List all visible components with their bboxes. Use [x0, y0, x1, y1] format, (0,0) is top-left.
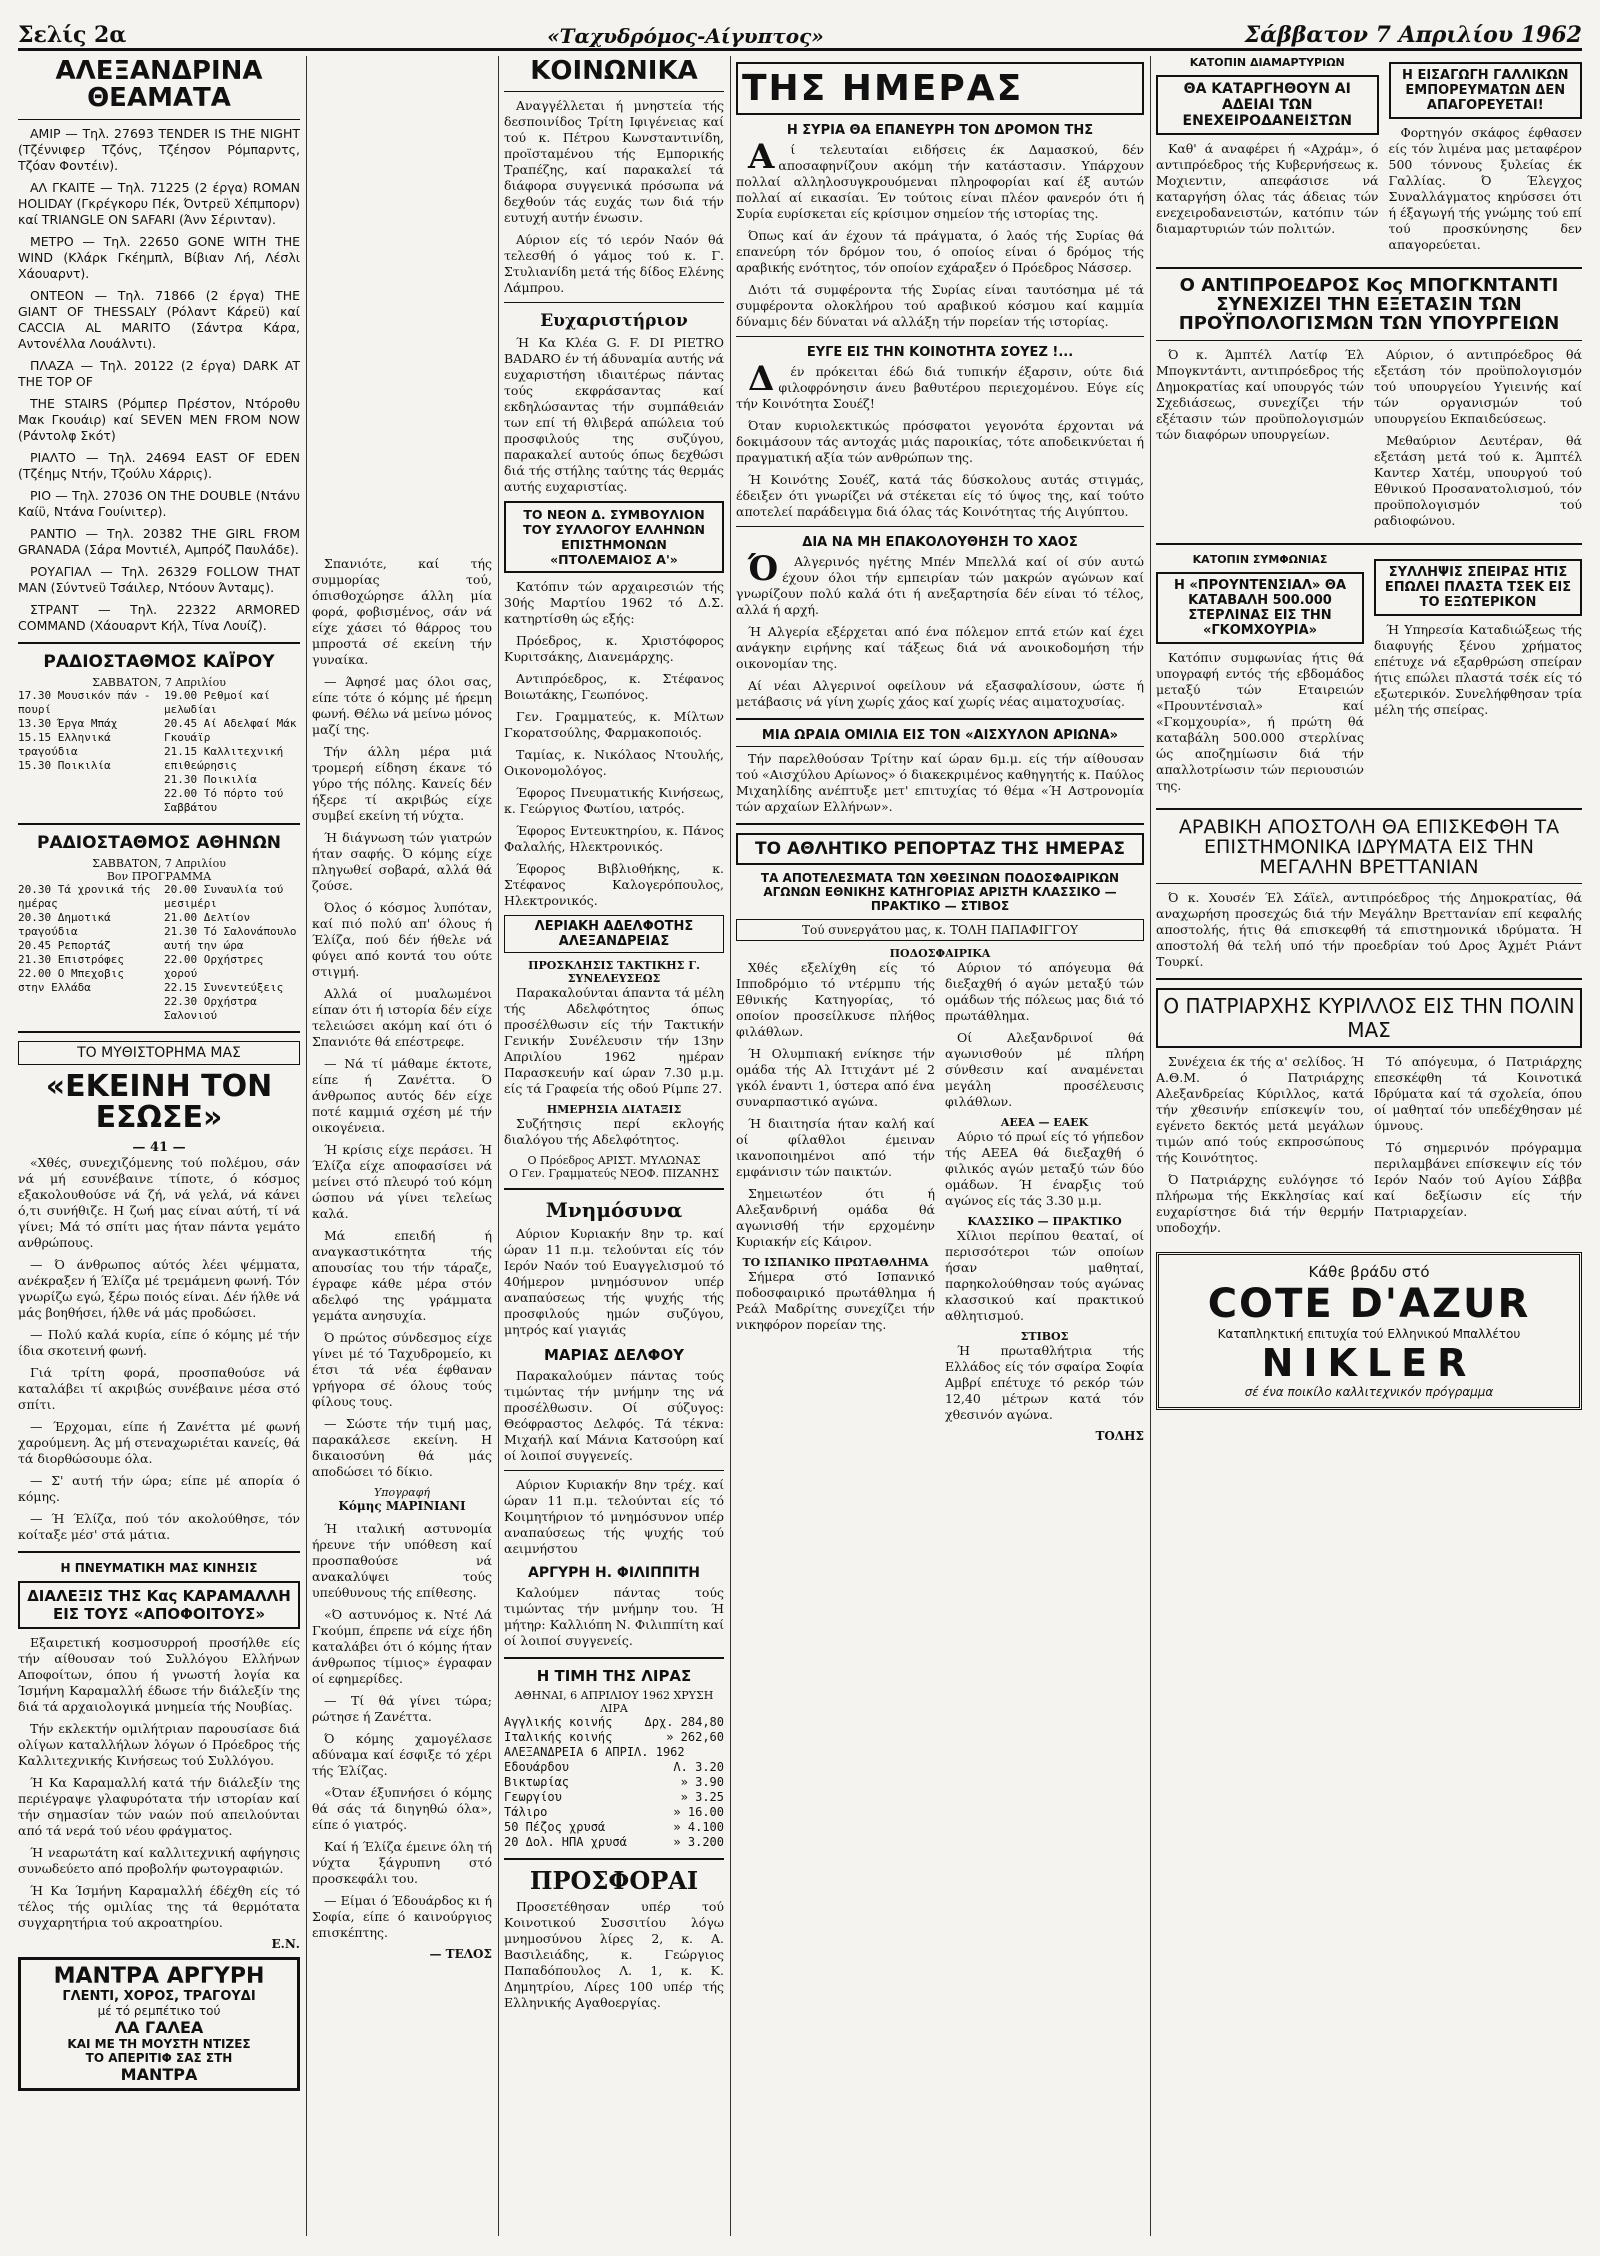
novel-paragraph: Ή ιταλική αστυνομία ήρευνε τήν υπόθεση καί προσπαθούσε νά ανακαλύψει τούς υπεύθυνους τής επίθεσης.	[312, 1521, 492, 1600]
article-paragraph: Όπως καί άν έχουν τά πράγματα, ό λαός τής Συρίας θά επανεύρη τόν δρόμον του, ό οποίος είναι ό δρόμος τής αραβικής ενότητος, τόν οποίον εχάραξεν ό Πρόεδρος Νάσσερ.	[736, 228, 1144, 275]
box2-text: Φορτηγόν σκάφος έφθασεν είς τόν λιμένα μας μεταφέρον 500 τόννους ξυλείας έκ Γαλλίας. Ό Έλεγχος Συναλλάγματος κηρύσσει ότι ή έξαγωγή τής γνώμης τού επί τού προσκύνησης δεν απαγορεύεται.	[1388, 125, 1582, 252]
novel-paragraph: Όλος ό κόσμος λυπόταν, καί πιό πολύ απ' όλους ή Έλίζα, πού δέν ήθελε νά φύγει από κοντά του ούτε στιγμή.	[312, 900, 492, 979]
sports-paragraph: Οί Αλεξανδρινοί θά αγωνισθούν μέ πλήρη σύνθεσιν καί αναμένεται μεγάλη προσέλευσις φιλάθλων.	[945, 1030, 1144, 1109]
column-3	[504, 56, 724, 2246]
price-row: Γεωργίου » 3.25	[504, 1790, 724, 1805]
schedule-item: 21.30 Ποικιλία	[164, 772, 257, 786]
novel-sign: Κόμης ΜΑΡΙΝΙΑΝΙ	[338, 1499, 466, 1513]
novel-paragraph: Τήν άλλη μέρα μιά τρομερή είδηση έκανε τό γύρο τής πόλης. Κανείς δέν ήξερε τί ακριβώς είχε συμβεί εκείνη τή νύχτα.	[312, 744, 492, 823]
lecture-kicker: Η ΠΝΕΥΜΑΤΙΚΗ ΜΑΣ ΚΙΝΗΣΙΣ	[60, 1560, 258, 1575]
article-paragraph: Αί τελευταίαι ειδήσεις έκ Δαμασκού, δέν αποσαφηνίζουν ακόμη τήν κατάστασιν. Υπάρχουν πολλαί αλληλοσυγκρουόμεναι πληροφορίαι καί έξ αυτών πολλαί αί εικασίαι. Έν τούτοις είναι πλέον φανερόν ότι ή Συρία ευρίσκεται είς κρίσιμον σημείον τής ιστορίας της.	[736, 137, 1144, 221]
agenda-text: Συζήτησις περί εκλογής διαλόγου τής Αδελφότητος.	[504, 1116, 724, 1148]
novel-paragraph: Καί ή Έλίζα έμεινε όλη τή νύχτα ξάγρυπνη στό προσκεφάλι του.	[312, 1839, 492, 1886]
council-item: Κατόπιν τών αρχαιρεσιών τής 30ής Μαρτίου 1962 τό Δ.Σ. κατηρτίσθη ώς εξής:	[504, 579, 724, 627]
novel-title: «ΕΚΕΙΝΗ ΤΟΝ ΕΣΩΣΕ»	[45, 1068, 273, 1136]
sports-signature: ΤΟΛΗΣ	[1095, 1429, 1144, 1443]
column-2-top-spacer	[312, 56, 492, 556]
vp-text: Μεθαύριον Δευτέραν, θά εξετάση μετά τού κ. Άμπτέλ Καντερ Χατέμ, υπουργού τού Εθνικού Προσανατολισμού, τόν προϋπολογισμόν τού ραδιοφώνου.	[1374, 432, 1582, 528]
ad-line: NIKLER	[1261, 1341, 1477, 1386]
ad-line: μέ τό ρεμπέτικο τού	[97, 2003, 221, 2018]
novel-paragraph: Ή διάγνωση τών γιατρών ήταν σαφής. Ό κόμης είχε πληγωθεί σοβαρά, αλλά θά ζούσε.	[312, 830, 492, 893]
novel-paragraph: — Σώστε τήν τιμή μας, παρακάλεσε εκείνη. Η δικαιοσύνη θά μάς αποδώσει τό δίκιο.	[312, 1416, 492, 1479]
novel-paragraph: Γιά τρίτη φορά, προσπαθούσε νά καταλάβει τί ακριβώς συνέβαινε μέσα στό σπίτι.	[18, 1364, 300, 1412]
novel-paragraph: — Τί θά γίνει τώρα; ρώτησε ή Ζανέττα.	[312, 1693, 492, 1724]
box2-title: Η ΕΙΣΑΓΩΓΗ ΓΑΛΛΙΚΩΝ ΕΜΠΟΡΕΥΜΑΤΩΝ ΔΕΝ ΑΠΑΓΟΡΕΥΕΤΑΙ!	[1389, 62, 1582, 119]
schedule-item: 21.00 Δελτίον	[164, 910, 251, 924]
council-item: Έφορος Εντευκτηρίου, κ. Πάνος Φαλαλής, Ηλεκτρονικός.	[504, 823, 724, 855]
sports-columns	[736, 960, 1144, 1447]
column-rule	[306, 56, 307, 2236]
ad-line: COTE D'AZUR	[1207, 1281, 1531, 1328]
novel-paragraph: — Άφησέ μας όλοι σας, είπε τότε ό κόμης μέ ήρεμη φωνή. Θέλω νά μείνω μόνος μαζί της.	[312, 674, 492, 737]
lecture2-text: Τήν παρελθούσαν Τρίτην καί ώραν 6μ.μ. είς τήν αίθουσαν τού «Αισχύλου Αρίωνος» ό διακεκριμένος καθηγητής κ. Παύλος Μιχαηλίδης ανέπτυξε μετ' επιτυχίας τό θέμα «Ή Αστρονομία τών αρχαίων Ελλήνων».	[736, 751, 1144, 814]
social-item: Αύριον είς τό ιερόν Ναόν θά τελεσθή ό γάμος τού κ. Γ. Στυλιανίδη μετά τής δίδος Ελένης Λάμπρου.	[504, 232, 724, 296]
schedule-item: 22.15 Συνεντεύξεις	[164, 980, 284, 994]
thanks-title: Ευχαριστήριον	[540, 311, 688, 332]
vp-title: Ο ΑΝΤΙΠΡΟΕΔΡΟΣ Κος ΜΠΟΓΚΝΤΑΝΤΙ ΣΥΝΕΧΙΖΕΙ ΤΗΝ ΕΞΕΤΑΣΙΝ ΤΩΝ ΠΡΟΫΠΟΛΟΓΙΣΜΩΝ ΤΩΝ ΥΠΟΥΡΓΕΙΩΝ	[1178, 275, 1560, 334]
patriarch-text: Συνέχεια έκ τής α' σελίδος. Ή Α.Θ.Μ. ό Πατριάρχης Αλεξανδρείας Κύριλλος, κατά τήν χθεσινήν επίσκεψίν του, εγένετο δεκτός μετά μεγάλων τιμών από τούς εκπροσώπους τής Κοινότητος.	[1156, 1054, 1364, 1166]
vp-text: Ό κ. Άμπτέλ Λατίφ Έλ Μπογκντάντι, αντιπρόεδρος τής Δημοκρατίας καί υπουργός τών Σχεδιάσεως, συνεχίζει τήν εξέτασιν τών προϋπολογισμών τών διαφόρων υπουργείων.	[1156, 346, 1364, 442]
article-paragraph: Διότι τά συμφέροντα τής Συρίας είναι ταυτόσημα μέ τά συμφέροντα ολοκλήρου τού αραβικού κόσμου καί καμμία δύναμις δέν δύναται νά αλλάξη τήν πορείαν τής ιστορίας.	[736, 282, 1144, 329]
offers-title: ΠΡΟΣΦΟΡΑΙ	[529, 1866, 699, 1896]
lecture-signature: Ε.Ν.	[271, 1936, 300, 1951]
schedule-item: 21.30 Τό Σαλονάπουλο αυτή την ώρα	[164, 924, 297, 952]
radio-athens-day: ΣΑΒΒΑΤΟΝ, 7 Απριλίου	[92, 856, 226, 870]
council-title: ΤΟ ΝΕΟΝ Δ. ΣΥΜΒΟΥΛΙΟΝ ΤΟΥ ΣΥΛΛΟΓΟΥ ΕΛΛΗΝΩΝ ΕΠΙΣΤΗΜΟΝΩΝ «ΠΤΟΛΕΜΑΙΟΣ Α'»	[504, 501, 724, 573]
sports-paragraph: Ή διαιτησία ήταν καλή καί οί φίλαθλοι έμειναν ικανοποιημένοι από τήν εμφάνισιν τών παικτών.	[736, 1116, 935, 1179]
memorial-text: Παρακαλούμεν πάντας τούς τιμώντας τήν μνήμην της νά προσέλθωσιν. Οί σύζυγος: Θεόφραστος Δελφός. Τά τέκνα: Μιχαήλ καί Μάνια Κατσούρη καί οί λοιποί συγγενείς.	[504, 1368, 724, 1464]
radio-athens-sub: Βον ΠΡΟΓΡΑΜΜΑ	[106, 869, 212, 883]
arab-text: Ό κ. Χουσέν Έλ Σάϊελ, αντιπρόεδρος τής Δημοκρατίας, θά αναχωρήση προσεχώς διά τήν Μεγάλην Βρεττανίαν επί κεφαλής αποστολής, ήτις θά επισκεφθή τά επιστημονικά ιδρύματα. Ή αποστολή θά τελή υπό τήν προεδρίαν τού Δρος Άχμέτ Ριάντ Τουρκί.	[1156, 890, 1582, 970]
sports-sub: ΤΑ ΑΠΟΤΕΛΕΣΜΑΤΑ ΤΩΝ ΧΘΕΣΙΝΩΝ ΠΟΔΟΣΦΑΙΡΙΚΩΝ ΑΓΩΝΩΝ ΕΘΝΙΚΗΣ ΚΑΤΗΓΟΡΙΑΣ ΑΡΙΣΤΗ ΚΛΑΣΣΙΚΟ — ΠΡΑΚΤΙΚΟ — ΣΤΙΒΟΣ	[760, 871, 1120, 913]
council-item: Έφορος Πνευματικής Κινήσεως, κ. Γεώργιος Φωτίου, ιατρός.	[504, 785, 724, 817]
novel-paragraph: «Χθές, συνεχιζόμενης τού πολέμου, σάν νά μή εσυνέβαινε τίποτε, ό κόσμος εξακολουθούσε νά ζή, νά γελά, νά κάνει ό,τι συνήθιζε. Η ζωή μας είναι αύτή, τί νά γίνει; Μά τό σπίτι μας ήταν πάντα γεμάτο ανθρώπους.	[18, 1154, 300, 1250]
classic-title: ΚΛΑΣΣΙΚΟ — ΠΡΑΚΤΙΚΟ	[967, 1215, 1122, 1228]
pound-prices	[504, 1715, 724, 1850]
masthead	[18, 8, 1582, 51]
memorial-name: ΜΑΡΙΑΣ ΔΕΛΦΟΥ	[543, 1346, 685, 1365]
novel-paragraph: — Σ' αυτή τήν ώρα; είπε μέ απορία ό κόμης.	[18, 1472, 300, 1504]
stivos-text: Ή πρωταθλήτρια τής Ελλάδος είς τόν σφαίρα Σοφία Αμβρί επέτυχε τό ρεκόρ τών 12,40 μέτρων κατά τόν χθεσινόν αγώνα.	[945, 1343, 1144, 1422]
price-row: ΑΛΕΞΑΝΔΡΕΙΑ 6 ΑΠΡΙΛ. 1962	[504, 1745, 685, 1760]
memorial-name: ΑΡΓΥΡΗ Η. ΦΙΛΙΠΠΙΤΗ	[528, 1565, 700, 1582]
sports-paragraph: Αύριον τό απόγευμα θά διεξαχθή ό αγών μεταξύ τών ομάδων τής πόλεως μας διά τό πρωτάθλημα.	[945, 960, 1144, 1023]
cinema-item: THE STAIRS (Ρόμπερ Πρέστον, Ντόροθυ Μακ Γκουάιρ) καί SEVEN MEN FROM NOW (Ράντολφ Σκότ)	[18, 395, 300, 443]
novel-sign-label: Υπογραφή	[374, 1486, 430, 1499]
cinema-item: ΡΙΟ — Τηλ. 27036 ON THE DOUBLE (Ντάνυ Καίϋ, Ντάνα Γουίνιτερ).	[18, 487, 300, 519]
article-paragraph: Ή Αλγερία εξέρχεται από ένα πόλεμον επτά ετών καί έχει ανάγκην ειρήνης καί τάξεως διά νά ανοικοδομήση τήν οικονομίαν της.	[736, 624, 1144, 671]
radio-cairo-day: ΣΑΒΒΑΤΟΝ, 7 Απριλίου	[92, 675, 226, 689]
offers-text: Προσετέθησαν υπέρ τού Κοινοτικού Συσσιτίου λόγω μνημοσύνου λίρες 2, κ. Α. Βασιλειάδης, κ. Γεώργιος Παπαδόπουλος Λ. 1, κ. Κ. Δημητρίου, Λίρες 100 υπέρ τής Ελληνικής Αγαθοεργίας.	[504, 1899, 724, 2011]
novel-paragraph: Ό πρώτος σύνδεσμος είχε γίνει μέ τό Ταχυδρομείο, κι έτσι τά νέα έφθαναν γρήγορα σέ όλους τούς φίλους τους.	[312, 1330, 492, 1409]
vp-columns	[1156, 347, 1582, 535]
schedule-item: 22.00 Ο Μπεχοβις στην Ελλάδα	[18, 966, 124, 994]
patriarch-text: Τό σημερινόν πρόγραμμα περιλαμβάνει επίσκεψιν είς τόν Ιερόν Ναόν τού Αγίου Σάββα καί δεξίωσιν είς τήν Πατριαρχείαν.	[1374, 1140, 1582, 1220]
patriarch-text: Ό Πατριάρχης ευλόγησε τό πλήρωμα τής Εκκλησίας καί ευχαρίστησε διά τήν θερμήν υποδοχήν.	[1156, 1172, 1364, 1236]
cinema-item: ΡΙΑΛΤΟ — Τηλ. 24694 EAST OF EDEN (Τζέημς Ντήν, Τζούλυ Χάρρις).	[18, 449, 300, 481]
column-1	[18, 56, 300, 2246]
sisterhood-text: Παρακαλούνται άπαντα τά μέλη τής Αδελφότητος όπως προσέλθωσιν είς τήν Τακτικήν Γενικήν Συνέλευσιν τήν 13ην Απριλίου 1962 ημέραν Παρασκευήν καί ώραν 7.30 μ.μ. είς τά Γραφεία τής οδού Ρίμπε 27.	[504, 985, 724, 1097]
schedule-item: 22.00 Τό πόρτο τού Σαββάτου	[164, 786, 284, 814]
lecture-paragraph: Ή νεαρωτάτη καί καλλιτεχνική αφήγησις συνωδεύετο από προβολήν φωτογραφιών.	[18, 1844, 300, 1876]
article-title: Η ΣΥΡΙΑ ΘΑ ΕΠΑΝΕΥΡΗ ΤΟΝ ΔΡΟΜΟΝ ΤΗΣ	[786, 123, 1094, 138]
council-item: Γεν. Γραμματεύς, κ. Μίλτων Γκορατσούλης, Φαρμακοποιός.	[504, 709, 724, 741]
box1-text: Καθ' ά αναφέρει ή «Αχράμ», ό αντιπρόεδρος τής Κυβερνήσεως κ. Μοχιεντιν, απεφάσισε νά καταργήση όλας τάς άδειας τών ενεχειροδανειστών, κατόπιν τών διαμαρτυριών τών πολιτών.	[1156, 141, 1379, 236]
schedule-item: 22.30 Ορχήστρα Σαλονιού	[164, 994, 257, 1022]
cinema-item: ΡΑΝΤΙΟ — Τηλ. 20382 THE GIRL FROM GRANADA (Σάρα Μοντιέλ, Αμπρόζ Παυλάδε).	[18, 525, 300, 557]
agree-title: Η «ΠΡΟΥΝΤΕΝΣΙΑΛ» ΘΑ ΚΑΤΑΒΑΛΗ 500.000 ΣΤΕΡΛΙΝΑΣ ΕΙΣ ΤΗΝ «ΓΚΟΜΧΟΥΡΙΑ»	[1156, 572, 1364, 644]
sisterhood-title: ΛΕΡΙΑΚΗ ΑΔΕΛΦΟΤΗΣ ΑΛΕΞΑΝΔΡΕΙΑΣ	[504, 915, 724, 953]
aeel-text: Αύριο τό πρωί είς τό γήπεδον τής ΑΕΕΑ θά διεξαχθή ό φιλικός αγών μεταξύ τών δύο ομάδων. Ή έναρξις τού αγώνος είς τάς 3.30 μ.μ.	[945, 1129, 1144, 1208]
spain-text: Σήμερα στό Ισπανικό ποδοσφαιρικό πρωτάθλημα ή Ρεάλ Μαδρίτης συνεχίζει τήν νικηφόρον πορείαν της.	[736, 1269, 935, 1332]
article-paragraph: Αί νέαι Αλγερινοί οφείλουν νά εξασφαλίσουν, ώστε ή μετάβασις νά γίνη χωρίς χάος καί χωρίς νέας αιματοχυσίας.	[736, 678, 1144, 709]
arrest-text: Ή Υπηρεσία Καταδιώξεως τής διαφυγής ξένου χρήματος επέτυχε νά εξαρθρώση σπείραν ήτις επώλει πλαστά τσέκ είς τό εξωτερικόν. Συνελήφθησαν τρία μέλη τής σπείρας.	[1374, 621, 1582, 717]
novel-end: — ΤΕΛΟΣ	[429, 1947, 492, 1961]
schedule-item: 17.30 Μουσικόν πάν - πουρί	[18, 688, 151, 716]
top-boxes	[1156, 56, 1582, 259]
schedule-item: 15.15 Ελληνικά τραγούδια	[18, 730, 111, 758]
radio-cairo-title: ΡΑΔΙΟΣΤΑΘΜΟΣ ΚΑΪΡΟΥ	[43, 651, 275, 672]
sports-title: ΤΟ ΑΘΛΗΤΙΚΟ ΡΕΠΟΡΤΑΖ ΤΗΣ ΗΜΕΡΑΣ	[736, 833, 1144, 865]
cote-dazur-ad	[1156, 1252, 1582, 1410]
novel-paragraph: Σπανιότε, καί τής συμμορίας τού, όπισθοχώρησε άλλη μία φορά, φοβισμένος, σάν νά είχε χάσει τό θάρρος του μπροστά σέ εκείνη τήν γυναίκα.	[312, 556, 492, 667]
article-paragraph: ΌΑλγερινός ηγέτης Μπέν Μπελλά καί οί σύν αυτώ έχουν όλοι τήν εμπειρίαν τών μακρών αγώνων καί γνωρίζουν πολύ καλά ότι ή ανεξαρτησία δέν είναι τό τέλος, αλλά ή αρχή.	[736, 549, 1144, 617]
schedule-item: 21.30 Επιστρόφες	[18, 952, 124, 966]
social-title: ΚΟΙΝΩΝΙΚΑ	[530, 56, 698, 86]
radio-athens-schedule	[18, 883, 300, 1023]
aeel-title: ΑΕΕΑ — ΕΑΕΚ	[1000, 1116, 1089, 1129]
lecture-paragraph: Εξαιρετική κοσμοσυρροή προσήλθε είς τήν αίθουσαν τού Συλλόγου Ελλήνων Αποφοίτων, όπου ή γνωστή λογία κα Ίσμήνη Καραμαλλή έδωσε τήν διάλεξίν της διά τά αρχαιολογικά μνημεία τής Νουβίας.	[18, 1634, 300, 1714]
sports-paragraph: Ή Ολυμπιακή ενίκησε τήν ομάδα τής Αλ Ιττιχάντ μέ 2 γκόλ έναντι 1, ύστερα από ένα συναρπαστικό αγώνα.	[736, 1046, 935, 1109]
schedule-item: 22.00 Ορχήστρες χορού	[164, 952, 264, 980]
memorial-text: Καλούμεν πάντας τούς τιμώντας τήν μνήμην του. Ή μήτηρ: Καλλιόπη Ν. Φιλιππίτη καί οί λοιποί συγγενείς.	[504, 1585, 724, 1649]
memorial-text: Αύριον Κυριακήν 8ην τρέχ. καί ώραν 11 π.μ. τελούνται είς τό Κοιμητήριον τό μνημόσυνον υπέρ αναπαύσεως τής ψυχής τού αειμνήστου	[504, 1477, 724, 1557]
ad-line: ΤΟ ΑΠΕΡΙΤΙΦ ΣΑΣ ΣΤΗ	[85, 2050, 233, 2065]
lecture-paragraph: Ή Κα Ίσμήνη Καραμαλλή έδέχθη είς τό τέλος τής ομιλίας της τά θερμότατα συγχαρητήρια τού ακροατηρίου.	[18, 1882, 300, 1930]
novel-paragraph: Ό κόμης χαμογέλασε αδύναμα καί έσφιξε τό χέρι τής Έλίζας.	[312, 1731, 492, 1778]
thanks-text: Ή Κα Κλέα G. F. DI PIETRO BADARO έν τή άδυναμία αυτής νά ευχαριστήση ιδιαιτέρως πάντας τούς εκφράσαντας καί εκδηλώσαντας τήν συμπάθειάν των επί τή θλιβερά απώλεια τού προσφιλούς της συζύγου, παρακαλεί αυτούς όπως δεχθώσι διά τής στήλης ταύτης τάς θερμάς αυτής ευχαριστίας.	[504, 335, 724, 495]
article-paragraph: Όταν κυριολεκτικώς πρόσφατοι γεγονότα έρχονται νά δοκιμάσουν τάς αντοχάς μιάς παροικίας, τότε αποδεικνύεται ή πραγματική αξία τών ανθρώπων της.	[736, 418, 1144, 465]
patriarch-text: Τό απόγευμα, ό Πατριάρχης επεσκέφθη τά Κοινοτικά Ιδρύματα καί τά σχολεία, όπου οί μαθηταί τόν υπεδέχθησαν μέ ύμνους.	[1374, 1054, 1582, 1134]
social-item: Αναγγέλλεται ή μνηστεία τής δεσποινίδος Τρίτη Ιφιγένειας καί τού κ. Πέτρου Κωνσταντινίδη, προϊσταμένου τής Εμπορικής Τραπέζης, καί παρακαλεί τά διάφορα συγγενικά πρόσωπα νά δεχθούν τάς ευχάς των διά τήν ευτυχή αυτήν ένωσιν.	[504, 98, 724, 226]
lecture2-title: ΜΙΑ ΩΡΑΙΑ ΟΜΙΛΙΑ ΕΙΣ ΤΟΝ «ΑΙΣΧΥΛΟΝ ΑΡΙΩΝΑ»	[736, 728, 1144, 747]
cinema-item: ΣΤΡΑΝΤ — Τηλ. 22322 ARMORED COMMAND (Χάουαρντ Κήλ, Τίνα Λουίζ).	[18, 601, 300, 633]
price-row: 50 Πέζος χρυσά » 4.100	[504, 1820, 724, 1835]
lecture-paragraph: Ή Κα Καραμαλλή κατά τήν διάλεξίν της περιέγραψε γλαφυρότατα τήν ιστορίαν καί τήν σημασίαν τών ναών πού απειλούνται από τά νερά τού νέου φράγματος.	[18, 1774, 300, 1838]
column-rule	[498, 56, 499, 2236]
stivos-title: ΣΤΙΒΟΣ	[1020, 1330, 1069, 1343]
schedule-item: 20.30 Τά χρονικά τής ημέρας	[18, 882, 151, 910]
classic-text: Χίλιοι περίπου θεαταί, οί περισσότεροι τών οποίων ήσαν μαθηταί, παρηκολούθησαν τούς αγώνας κλασσικού καί πρακτικού αθλητισμού.	[945, 1228, 1144, 1323]
novel-paragraph: — Ό άνθρωπος αύτός λέει ψέμματα, ανέκραξεν ή Έλίζα μέ τρεμάμενη φωνή. Τόν γνωρίζω εγώ, ξέρω ποιός είναι. Δέν ήλθε νά μάς βοηθήσει, ήλθε νά μάς προδώσει.	[18, 1256, 300, 1320]
sisterhood-sub: ΠΡΟΣΚΛΗΣΙΣ ΤΑΚΤΙΚΗΣ Γ. ΣΥΝΕΛΕΥΣΕΩΣ	[528, 959, 700, 986]
novel-paragraph: Αλλά οί μυαλωμένοι είπαν ότι ή ιστορία δέν είχε τελειώσει ακόμη καί ότι ό Σπανιότε θά επέστρεφε.	[312, 986, 492, 1049]
agenda-sign: Ο Γεν. Γραμματεύς ΝΕΟΦ. ΠΙΖΑΝΗΣ	[508, 1167, 720, 1181]
price-row: Εδουάρδου Λ. 3.20	[504, 1760, 724, 1775]
radio-athens-title: ΡΑΔΙΟΣΤΑΘΜΟΣ ΑΘΗΝΩΝ	[36, 832, 281, 853]
radio-cairo-schedule	[18, 689, 300, 815]
schedule-item: 20.45 Ρεπορτάζ	[18, 938, 111, 952]
arrest-title: ΣΥΛΛΗΨΙΣ ΣΠΕΙΡΑΣ ΗΤΙΣ ΕΠΩΛΕΙ ΠΛΑΣΤΑ ΤΣΕΚ ΕΙΣ ΤΟ ΕΞΩΤΕΡΙΚΟΝ	[1374, 559, 1582, 616]
cinema-item: ΡΟΥΑΓΙΑΛ — Τηλ. 26329 FOLLOW THAT MAN (Σύντνεϋ Τσάιλερ, Ντόουν Άνταμς).	[18, 563, 300, 595]
pound-title: Η ΤΙΜΗ ΤΗΣ ΛΙΡΑΣ	[536, 1667, 692, 1686]
issue-date: Σάββατον 7 Απριλίου 1962	[1244, 22, 1582, 48]
novel-paragraph: — Πολύ καλά κυρία, είπε ό κόμης μέ τήν ίδια σκοτεινή φωνή.	[18, 1326, 300, 1358]
ad-line: σέ ένα ποικίλο καλλιτεχνικόν πρόγραμμα	[1244, 1385, 1494, 1400]
cinemas-title: ΑΛΕΞΑΝΔΡΙΝΑ ΘΕΑΜΑΤΑ	[55, 56, 263, 114]
novel-paragraph: Μά επειδή ή αναγκαστικότητα τής απουσίας του τήν τάραζε, έγραφε κάθε μέρα στόν αδελφό της γράμματα γεμάτα ανησυχία.	[312, 1228, 492, 1323]
sports-paragraph: Σημειωτέον ότι ή Αλεξανδρινή ομάδα θά αγωνισθή τήν ερχομένην Κυριακήν είς Κάιρον.	[736, 1186, 935, 1249]
ad-line: ΜΑΝΤΡΑ	[120, 2064, 198, 2084]
column-2	[312, 56, 492, 2246]
price-row: 20 Δολ. ΗΠΑ χρυσά » 3.200	[504, 1835, 724, 1850]
novel-paragraph: «Ό αστυνόμος κ. Ντέ Λά Γκούμπ, έπρεπε νά είχε ήδη καταλάβει ότι ό κόμης ήταν άνθρωπος τίμιος» έγραφαν οί εφημερίδες.	[312, 1607, 492, 1686]
schedule-item: 15.30 Ποικιλία	[18, 758, 111, 772]
novel-paragraph: Ή κρίσις είχε περάσει. Ή Έλίζα είχε αποφασίσει νά μείνει στό πλευρό τού κόμη ώσπου νά γίνει τελείως καλά.	[312, 1142, 492, 1221]
ad-line: Κάθε βράδυ στό	[1308, 1263, 1430, 1282]
memorial-title: Μνημόσυνα	[545, 1198, 683, 1223]
cinema-item: ΠΛΑΖΑ — Τηλ. 20122 (2 έργα) DARK AT THE TOP OF	[18, 357, 300, 389]
column-rule	[730, 56, 731, 2236]
price-row: Τάλιρο » 16.00	[504, 1805, 724, 1820]
cinema-list	[18, 126, 300, 634]
cinema-item: ΑΛ ΓΚΑΙΤΕ — Τηλ. 71225 (2 έργα) ROMAN HOLIDAY (Γκρέγκορυ Πέκ, Όντρεϋ Χέπμπορν) καί TRIANGLE ON SAFARI (Άνν Σέρινταν).	[18, 179, 300, 227]
price-row: Ιταλικής κοινής » 262,60	[504, 1730, 724, 1745]
schedule-item: 20.30 Δημοτικά τραγούδια	[18, 910, 111, 938]
schedule-item: 19.00 Ρεθμοί καί μελωδίαι	[164, 688, 270, 716]
schedule-item: 20.45 Αί Αδελφαί Μάκ Γκουάϊρ	[164, 716, 297, 744]
ad-line: Καταπληκτική επιτυχία τού Ελληνικού Μπαλλέτου	[1217, 1327, 1521, 1342]
cinema-item: ΜΕΤΡΟ — Τηλ. 22650 GONE WITH THE WIND (Κλάρκ Γκέημπλ, Βίβιαν Λή, Λέσλι Χάουαρντ).	[18, 233, 300, 281]
schedule-item: 20.00 Συναυλία τού μεσιμέρι	[164, 882, 284, 910]
lecture-paragraph: Τήν εκλεκτήν ομιλήτριαν παρουσίασε διά ολίγων καταλλήλων λόγων ό Πρόεδρος τής Καλλιτεχνικής Κινήσεως τού Συλλόγου.	[18, 1720, 300, 1768]
novel-paragraph: «Όταν έξυπνήσει ό κόμης θά σάς τά διηγηθώ όλα», είπε ό γιατρός.	[312, 1785, 492, 1832]
spain-title: ΤΟ ΙΣΠΑΝΙΚΟ ΠΡΩΤΑΘΛΗΜΑ	[742, 1256, 929, 1269]
novel-label: ΤΟ ΜΥΘΙΣΤΟΡΗΜΑ ΜΑΣ	[18, 1041, 300, 1065]
council-item: Αντιπρόεδρος, κ. Στέφανος Βοιωτάκης, Γεωπόνος.	[504, 671, 724, 703]
agree-label: ΚΑΤΟΠΙΝ ΣΥΜΦΩΝΙΑΣ	[1192, 552, 1328, 566]
patriarch-columns	[1156, 1054, 1582, 1242]
mantra-ad	[18, 1957, 300, 2091]
article-paragraph: Ή Κοινότης Σουέζ, κατά τάς δύσκολους αυτάς στιγμάς, έδειξεν ότι γνωρίζει νά στέκεται είς τό ύψος της, καί τούτο αποτελεί παράδειγμα διά όλας τάς Κοινότητας τής Αιγύπτου.	[736, 472, 1144, 519]
agenda-title: ΗΜΕΡΗΣΙΑ ΔΙΑΤΑΞΙΣ	[546, 1103, 682, 1117]
novel-paragraph: — Είμαι ό Έδουάρδος κι ή Σοφία, είπε ό καινούργιος επισκέπτης.	[312, 1893, 492, 1940]
box1-label: ΚΑΤΟΠΙΝ ΔΙΑΜΑΡΤΥΡΙΩΝ	[1189, 56, 1345, 69]
column-5	[1156, 56, 1582, 2246]
article-title: ΔΙΑ ΝΑ ΜΗ ΕΠΑΚΟΛΟΥΘΗΣΗ ΤΟ ΧΑΟΣ	[802, 535, 1078, 550]
council-item: Έφορος Βιβλιοθήκης, κ. Στέφανος Καλογερόπουλος, Ηλεκτρονικός.	[504, 861, 724, 909]
agenda-sign: Ο Πρόεδρος ΑΡΙΣΤ. ΜΥΛΩΝΑΣ	[527, 1154, 701, 1168]
ad-line: ΚΑΙ ΜΕ ΤΗ ΜΟΥΣΤΗ ΝΤΙΖΕΣ	[67, 2036, 251, 2051]
sports-paragraph: Χθές εξελίχθη είς τό Ιπποδρόμιο τό ντέρμπυ τής Εθνικής Κατηγορίας, τό οποίον προσείλκυσε πλήθος φιλάθλων.	[736, 960, 935, 1039]
novel-number: — 41 —	[132, 1139, 186, 1155]
novel-paragraph: — Νά τί μάθαμε έκτοτε, είπε ή Ζανέττα. Ό άνθρωπος αυτός δέν είχε ποτέ καμμιά σχέση μέ τήν οικογένεια.	[312, 1056, 492, 1135]
novel-paragraph: — Ή Έλίζα, πού τόν ακολούθησε, τόν κοίταξε μέσ' στά μάτια.	[18, 1510, 300, 1542]
council-item: Πρόεδρος, κ. Χριστόφορος Κυριτσάκης, Διανεμάρχης.	[504, 633, 724, 665]
schedule-item: 21.15 Καλλιτεχνική επιθεώρησις	[164, 744, 284, 772]
article-title: ΕΥΓΕ ΕΙΣ ΤΗΝ ΚΟΙΝΟΤΗΤΑ ΣΟΥΕΖ !...	[806, 345, 1074, 360]
column-4	[736, 56, 1144, 2246]
patriarch-title: Ο ΠΑΤΡΙΑΡΧΗΣ ΚΥΡΙΛΛΟΣ ΕΙΣ ΤΗΝ ΠΟΛΙΝ ΜΑΣ	[1156, 988, 1582, 1048]
ad-line: ΓΛΕΝΤΙ, ΧΟΡΟΣ, ΤΡΑΓΟΥΔΙ	[62, 1988, 256, 2004]
price-row: Βικτωρίας » 3.90	[504, 1775, 724, 1790]
lecture-title: ΔΙΑΛΕΞΙΣ ΤΗΣ Κας ΚΑΡΑΜΑΛΛΗ ΕΙΣ ΤΟΥΣ «ΑΠΟΦΟΙΤΟΥΣ»	[18, 1581, 300, 1629]
council-item: Ταμίας, κ. Νικόλαος Ντουλής, Οικονομολόγος.	[504, 747, 724, 779]
ad-line: ΜΑΝΤΡΑ ΑΡΓΥΡΗ	[53, 1963, 265, 1989]
schedule-item: 13.30 Έργα Μπάχ	[18, 716, 118, 730]
column-rule	[1150, 56, 1151, 2236]
cinema-item: ΑΜΙΡ — Τηλ. 27693 TENDER IS THE NIGHT (Τζέννιφερ Τζόνς, Τζέησον Ρόμπαρντς, Τζόαν Φοντέιν).	[18, 125, 300, 173]
cinema-item: ΟΝΤΕΟΝ — Τηλ. 71866 (2 έργα) THE GIANT OF THESSALY (Ρόλαντ Κάρεϋ) καί CACCIA AL MARITO (Σάντρα Κάρα, Αντονέλλα Λουάλντι).	[18, 287, 300, 351]
box1-title: ΘΑ ΚΑΤΑΡΓΗΘΟΥΝ ΑΙ ΑΔΕΙΑΙ ΤΩΝ ΕΝΕΧΕΙΡΟΔΑΝΕΙΣΤΩΝ	[1156, 75, 1379, 135]
arab-title: ΑΡΑΒΙΚΗ ΑΠΟΣΤΟΛΗ ΘΑ ΕΠΙΣΚΕΦΘΗ ΤΑ ΕΠΙΣΤΗΜΟΝΙΚΑ ΙΔΡΥΜΑΤΑ ΕΙΣ ΤΗΝ ΜΕΓΑΛΗΝ ΒΡΕΤΤΑΝΙΑΝ	[1178, 815, 1560, 878]
football-label: ΠΟΔΟΣΦΑΙΡΙΚΑ	[889, 947, 991, 960]
day-title: ΤΗΣ ΗΜΕΡΑΣ	[736, 62, 1144, 115]
article-paragraph: Δέν πρόκειται έδώ διά τυπικήν έξαρσιν, ούτε διά φιλοφρόνησιν άνευ βαθυτέρου περιεχομένου. Εύγε είς τήν Κοινότητα Σουέζ!	[736, 359, 1144, 411]
mid-boxes	[1156, 553, 1582, 800]
novel-paragraph: — Έρχομαι, είπε ή Ζανέττα μέ φωνή χαρούμενη. Άς μή στεναχωριέται κανείς, θά τά διορθώσουμε όλα.	[18, 1418, 300, 1466]
paper-name: «Ταχυδρόμος-Αίγυπτος»	[547, 24, 824, 48]
sports-byline: Τού συνεργάτου μας, κ. ΤΟΛΗ ΠΑΠΑΦΙΓΓΟΥ	[736, 919, 1144, 941]
ad-line: ΛΑ ΓΑΛΕΑ	[114, 2017, 204, 2037]
pound-sub: ΑΘΗΝΑΙ, 6 ΑΠΡΙΛΙΟΥ 1962 ΧΡΥΣΗ ΛΙΡΑ	[514, 1689, 714, 1716]
vp-text: Αύριον, ό αντιπρόεδρος θά εξετάση τόν προϋπολογισμόν τού υπουργείου Υγιεινής καί τών οργανισμών τού υπουργείου Εκπαιδεύσεως.	[1374, 346, 1582, 426]
page-number: Σελίς 2α	[18, 22, 127, 48]
agree-text: Κατόπιν συμφωνίας ήτις θά υπογραφή εντός τής εβδομάδος μεταξύ τών Εταιρειών «Προυντένσιαλ» καί «Γκομχουρία», ή πρώτη θά καταβάλη 500.000 στερλίνας ώς αποζημίωσιν διά τήν απαλλοτρίωσιν τών περιουσιών της.	[1156, 649, 1364, 793]
price-row: Αγγλικής κοινής Δρχ. 284,80	[504, 1715, 724, 1730]
memorial-text: Αύριον Κυριακήν 8ην τρ. καί ώραν 11 π.μ. τελούνται είς τόν Ιερόν Ναόν τού Ευαγγελισμού τό 40ήμερον μνημόσυνον υπέρ αναπαύσεως τής ψυχής τής προσφιλούς ημών συζύγου, μητρός καί γιαγιάς	[504, 1226, 724, 1338]
